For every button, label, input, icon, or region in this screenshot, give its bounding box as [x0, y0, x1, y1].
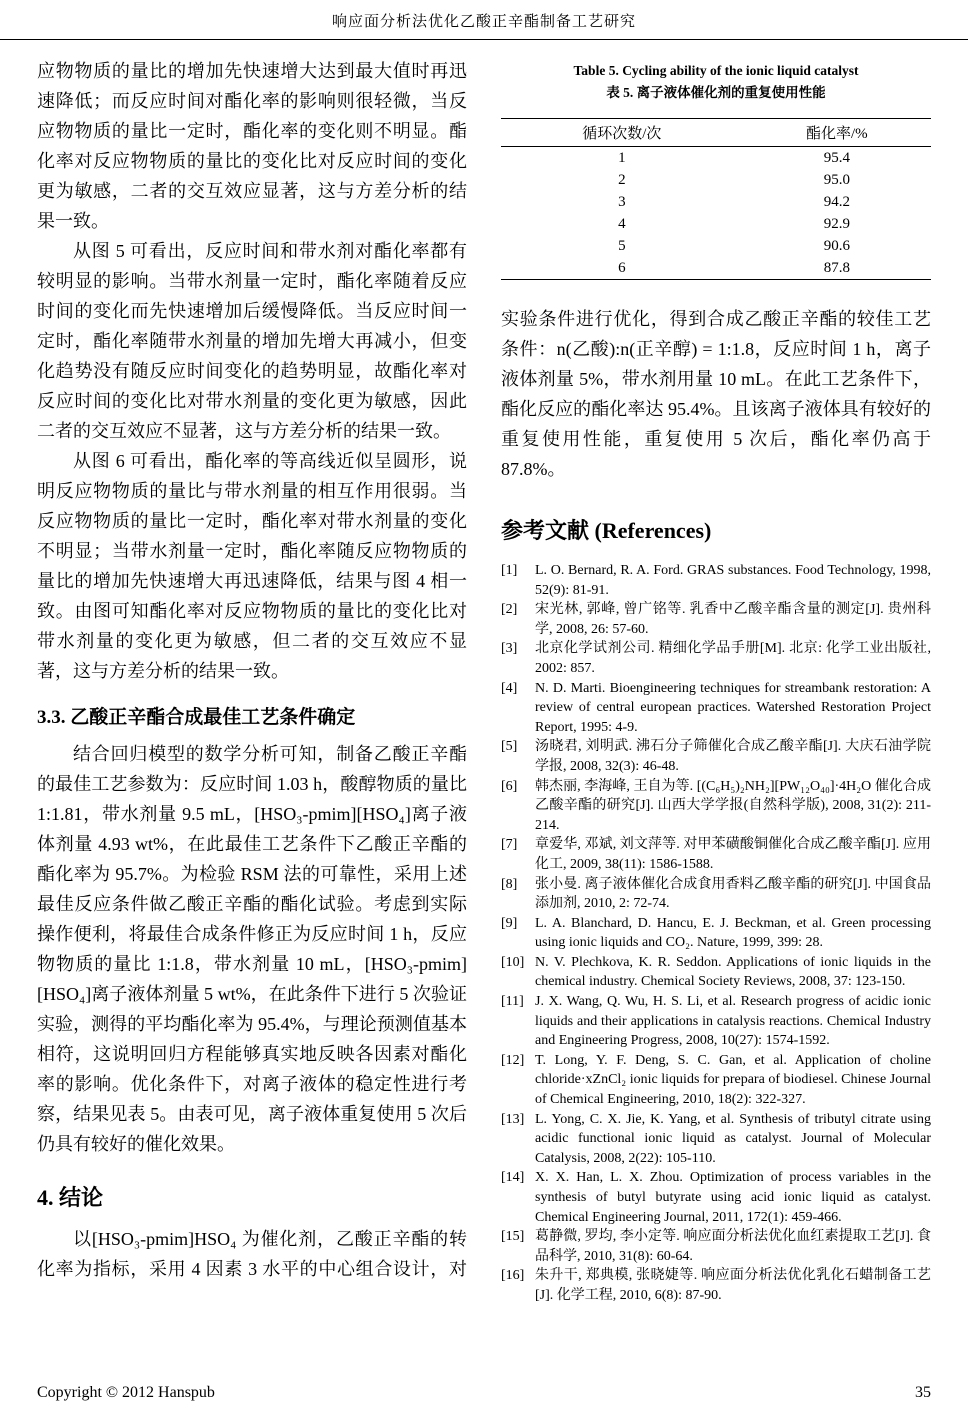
- column-header-esterification-rate: 酯化率/%: [743, 119, 931, 147]
- reference-text: L. Yong, C. X. Jie, K. Yang, et al. Synthesis of tributyl citrate using acidic functional ionic liquid as catalyst. Journal of Molecular Catalysis, 2008, 2(22): 105-110.: [535, 1111, 931, 1166]
- two-column-content: [0, 40, 968, 1306]
- paragraph: 结合回归模型的数学分析可知，制备乙酸正辛酯的最佳工艺参数为：反应时间 1.03 h，酸醇物质的量比 1:1.81，带水剂量 9.5 mL，[HSO₃-pmim][HSO₄]离子液体剂量 4.93 wt%，在此最佳工艺条件下乙酸正辛酯的酯化率为 95.7%。为检验 RSM 法的可靠性，采用上述最佳反应条件做乙酸正辛酯的酯化试验。考虑到实际操作便利，将最佳合成条件修正为反应时间 1 h，反应物物质的量比 1:1.8，带水剂量 10 mL，[HSO₃-pmim][HSO₄]离子液体剂量 5 wt%，在此条件下进行 5 次验证实验，测得的平均酯化率为 95.4%，与理论预测值基本相符，这说明回归方程能够真实地反映各因素对酯化率的影响。优化条件下，对离子液体的稳定性进行考察，结果见表 5。由表可见，离子液体重复使用 5 次后仍具有较好的催化效果。: [37, 744, 467, 1154]
- reference-text: T. Long, Y. F. Deng, S. C. Gan, et al. Application of choline chloride·xZnCl₂ ionic liquids for prepara of biodiesel. Chinese Journal of Chemical Engineering, 2010, 18(2): 322-327.: [535, 1052, 931, 1108]
- cycle-cell: 6: [618, 259, 626, 276]
- reference-number: [14]: [501, 1170, 525, 1186]
- page-number: 35: [915, 1384, 931, 1401]
- reference-item: [501, 600, 931, 639]
- references-list: [501, 561, 931, 1306]
- paragraph: 以[HSO₃-pmim]HSO₄ 为催化剂，乙酸正辛酯的转化率为指标，采用 4 因素 3 水平的中心组合设计，对: [37, 1229, 467, 1279]
- reference-item: [501, 777, 931, 836]
- reference-number: [10]: [501, 954, 525, 970]
- reference-item: [501, 1227, 931, 1266]
- reference-number: [13]: [501, 1111, 525, 1127]
- reference-item: [501, 679, 931, 738]
- paragraph: 应物物质的量比的增加先快速增大达到最大值时再迅速降低；而反应时间对酯化率的影响则很轻微，当反应物物质的量比一定时，酯化率的变化则不明显。酯化率对反应物物质的量比的变化比对反应时间的变化更为敏感，二者的交互效应显著，这与方差分析的结果一致。: [37, 61, 467, 231]
- left-column: [37, 56, 467, 1306]
- reference-text: 汤晓君, 刘明武. 沸石分子筛催化合成乙酸辛酯[J]. 大庆石油学院学报, 2008, 32(3): 46-48.: [535, 739, 931, 774]
- paragraph: 从图 6 可看出，酯化率的等高线近似呈圆形，说明反应物物质的量比与带水剂量的相互作用很弱。当反应物物质的量比一定时，酯化率对带水剂量的变化不明显；当带水剂量一定时，酯化率随反应物物质的量比的增加先快速增大再迅速降低，结果与图 4 相一致。由图可知酯化率对反应物物质的量比的变化比对带水剂量的变化更为敏感，但二者的交互效应不显著，这与方差分析的结果一致。: [37, 451, 467, 681]
- reference-text: 宋光林, 郭峰, 曾广铭等. 乳香中乙酸辛酯含量的测定[J]. 贵州科学, 2008, 26: 57-60.: [535, 602, 931, 637]
- reference-item: [501, 639, 931, 678]
- table-row: [501, 235, 931, 257]
- reference-item: [501, 1051, 931, 1110]
- table-row: [501, 213, 931, 235]
- reference-item: [501, 1266, 931, 1305]
- reference-number: [4]: [501, 680, 518, 696]
- reference-item: [501, 1168, 931, 1227]
- page-footer: [0, 1384, 968, 1402]
- reference-item: [501, 914, 931, 953]
- reference-item: [501, 875, 931, 914]
- table-header-row: [501, 119, 931, 147]
- rate-cell: 95.4: [823, 149, 850, 166]
- right-column: [501, 56, 931, 1306]
- reference-number: [11]: [501, 994, 524, 1010]
- rate-cell: 92.9: [823, 215, 850, 232]
- reference-item: [501, 737, 931, 776]
- reference-number: [16]: [501, 1268, 525, 1284]
- reference-text: 章爱华, 邓斌, 刘文萍等. 对甲苯磺酸铜催化合成乙酸辛酯[J]. 应用化工, 2009, 38(11): 1586-1588.: [535, 837, 931, 872]
- reference-number: [9]: [501, 915, 518, 931]
- table-row: [501, 191, 931, 213]
- reference-item: [501, 1110, 931, 1169]
- reference-number: [2]: [501, 602, 518, 618]
- section-3-3-heading: 3.3. 乙酸正辛酯合成最佳工艺条件确定: [37, 707, 356, 728]
- reference-text: 韩杰丽, 李海峰, 王自为等. [(C₆H₅)₂NH₂][PW₁₂O₄₀]·4H₂O 催化合成乙酸辛酯的研究[J]. 山西大学学报(自然科学版), 2008, 31(2): 211-214.: [535, 778, 931, 833]
- cycle-cell: 2: [618, 171, 626, 188]
- rate-cell: 94.2: [823, 193, 850, 210]
- reference-item: [501, 561, 931, 600]
- table-5-cycling-ability: [501, 118, 931, 280]
- table-caption-zh: 表 5. 离子液体催化剂的重复使用性能: [606, 85, 826, 100]
- reference-item: [501, 835, 931, 874]
- reference-number: [15]: [501, 1229, 525, 1245]
- cycle-cell: 3: [618, 193, 626, 210]
- reference-item: [501, 992, 931, 1051]
- reference-number: [3]: [501, 641, 518, 657]
- running-head-title: 响应面分析法优化乙酸正辛酯制备工艺研究: [331, 14, 636, 30]
- references-heading: 参考文献 (References): [501, 518, 712, 543]
- reference-number: [8]: [501, 876, 518, 892]
- cycle-cell: 4: [618, 215, 626, 232]
- table-caption-en: Table 5. Cycling ability of the ionic liquid catalyst: [573, 63, 859, 78]
- reference-text: 张小曼. 离子液体催化合成食用香料乙酸辛酯的研究[J]. 中国食品添加剂, 2010, 2: 72-74.: [535, 876, 931, 912]
- table-row: [501, 147, 931, 170]
- column-header-cycles: 循环次数/次: [501, 119, 743, 147]
- reference-number: [5]: [501, 739, 518, 755]
- paragraph: 实验条件进行优化，得到合成乙酸正辛酯的较佳工艺条件：n(乙酸):n(正辛醇) = 1:1.8，反应时间 1 h，离子液体剂量 5%，带水剂用量 10 mL。在此工艺条件下，酯化反应的酯化率达 95.4%。且该离子液体具有较好的重复使用性能，重复使用 5 次后，酯化率仍高于 87.8%。: [501, 309, 931, 479]
- reference-text: L. O. Bernard, R. A. Ford. GRAS substances. Food Technology, 1998, 52(9): 81-91.: [535, 563, 931, 598]
- reference-text: N. V. Plechkova, K. R. Seddon. Applications of ionic liquids in the chemical industry. Chemical Society Reviews, 2008, 37: 123-150.: [535, 954, 931, 990]
- reference-item: [501, 953, 931, 992]
- reference-number: [6]: [501, 778, 518, 794]
- table-caption: [501, 60, 931, 104]
- section-4-heading: 4. 结论: [37, 1185, 104, 1210]
- reference-text: N. D. Marti. Bioengineering techniques for streambank restoration: A review of central european practices. Watershed Restoration Project Report, 1995: 4-9.: [535, 680, 931, 735]
- table-row: [501, 257, 931, 280]
- cycle-cell: 5: [618, 237, 626, 254]
- cycle-cell: 1: [618, 149, 626, 166]
- rate-cell: 87.8: [823, 259, 850, 276]
- reference-number: [1]: [501, 563, 518, 578]
- table-row: [501, 169, 931, 191]
- reference-text: J. X. Wang, Q. Wu, H. S. Li, et al. Research progress of acidic ionic liquids and their applications in catalysis reactions. Chemical Industry and Engineering Progress, 2008, 10(27): 1574-1592.: [535, 994, 931, 1049]
- rate-cell: 90.6: [823, 237, 850, 254]
- reference-text: L. A. Blanchard, D. Hancu, E. J. Beckman, et al. Green processing using ionic liquids and CO₂. Nature, 1999, 399: 28.: [535, 915, 931, 951]
- paragraph: 从图 5 可看出，反应时间和带水剂对酯化率都有较明显的影响。当带水剂量一定时，酯化率随着反应时间的变化而先快速增加后缓慢降低。当反应时间一定时，酯化率随带水剂量的增加先增大再减小，但变化趋势没有随反应时间变化的趋势明显，故酯化率对反应时间的变化比对带水剂量的变化更为敏感，因此二者的交互效应不显著，这与方差分析的结果一致。: [37, 241, 467, 441]
- reference-number: [12]: [501, 1052, 525, 1068]
- reference-text: 朱升干, 郑典模, 张晓婕等. 响应面分析法优化乳化石蜡制备工艺[J]. 化学工程, 2010, 6(8): 87-90.: [535, 1268, 931, 1303]
- reference-text: X. X. Han, L. X. Zhou. Optimization of process variables in the synthesis of butyl butyrate using acid ionic liquid as catalyst. Chemical Engineering Journal, 2011, 172(1): 459-466.: [535, 1170, 931, 1225]
- reference-text: 北京化学试剂公司. 精细化学品手册[M]. 北京: 化学工业出版社, 2002: 857.: [535, 641, 931, 676]
- reference-text: 葛静微, 罗均, 李小定等. 响应面分析法优化血红素提取工艺[J]. 食品科学, 2010, 31(8): 60-64.: [535, 1229, 931, 1264]
- reference-number: [7]: [501, 837, 518, 853]
- rate-cell: 95.0: [823, 171, 850, 188]
- copyright-notice: Copyright © 2012 Hanspub: [37, 1384, 215, 1401]
- page-header: [0, 0, 968, 40]
